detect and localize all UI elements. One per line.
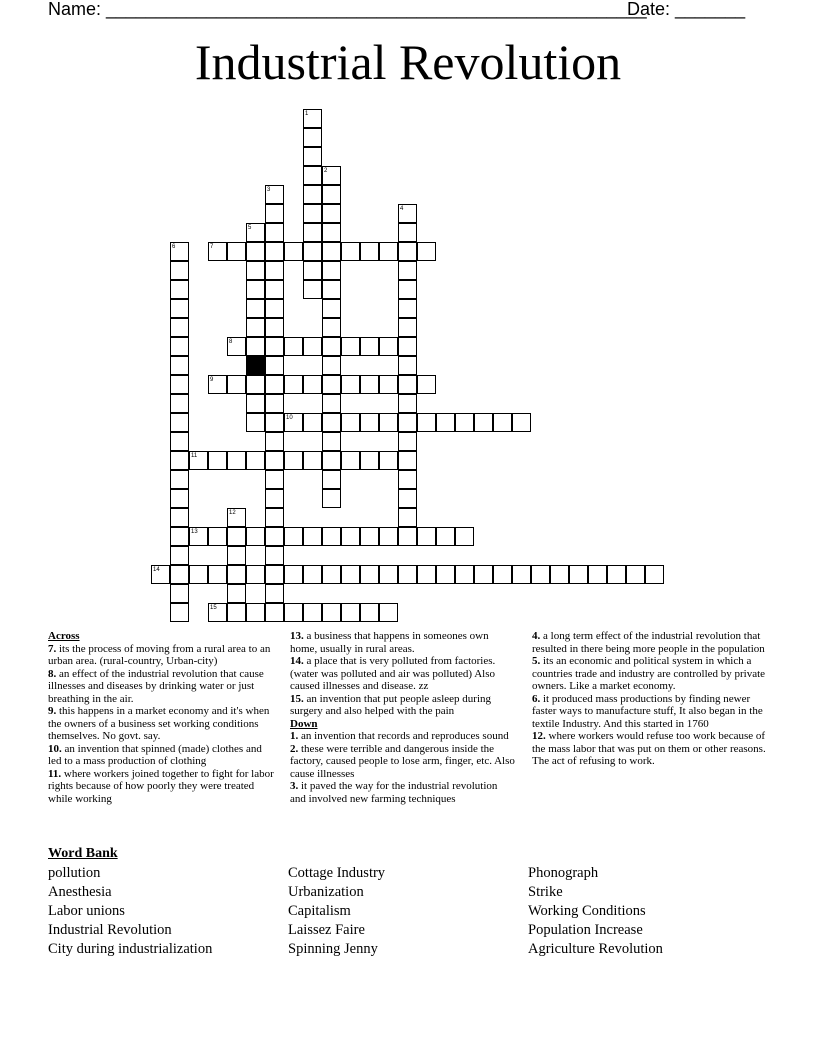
crossword-cell[interactable] (455, 565, 474, 584)
crossword-cell[interactable] (303, 261, 322, 280)
clue-item (290, 630, 516, 655)
crossword-cell[interactable] (303, 128, 322, 147)
crossword-cell[interactable] (322, 394, 341, 413)
crossword-cell[interactable] (246, 261, 265, 280)
crossword-cell[interactable] (436, 565, 455, 584)
crossword-cell[interactable] (227, 508, 246, 527)
crossword-cell[interactable] (398, 337, 417, 356)
crossword-cell[interactable] (303, 109, 322, 128)
clue-number: 6. (532, 692, 541, 705)
crossword-cell[interactable] (151, 565, 170, 584)
crossword-cell[interactable] (493, 565, 512, 584)
crossword-cell[interactable] (322, 432, 341, 451)
crossword-cell[interactable] (246, 318, 265, 337)
crossword-cell[interactable] (265, 204, 284, 223)
clue-number: 3. (290, 780, 299, 792)
crossword-cell[interactable] (322, 565, 341, 584)
clue-item (532, 730, 768, 768)
crossword-cell[interactable] (398, 375, 417, 394)
crossword-cell[interactable] (208, 451, 227, 470)
clue-item (532, 693, 768, 731)
cell-number: 3 (267, 187, 271, 193)
crossword-cell[interactable] (246, 603, 265, 622)
crossword-cell[interactable] (417, 413, 436, 432)
clue-item (48, 743, 276, 768)
crossword-cell[interactable] (170, 375, 189, 394)
crossword-cell[interactable] (436, 413, 455, 432)
crossword-cell[interactable] (246, 413, 265, 432)
word-bank-column-1 (48, 864, 212, 959)
cell-number: 8 (229, 339, 233, 345)
crossword-cell[interactable] (227, 546, 246, 565)
crossword-cell[interactable] (265, 223, 284, 242)
cell-number: 12 (229, 510, 236, 516)
clue-text: it paved the way for the industrial revolution and involved new farming techniques (290, 780, 498, 805)
word-bank-item: Labor unions (48, 903, 125, 919)
crossword-cell[interactable] (227, 451, 246, 470)
clue-number: 5. (532, 655, 541, 667)
crossword-cell[interactable] (398, 432, 417, 451)
crossword-cell[interactable] (360, 375, 379, 394)
word-bank-item: Laissez Faire (288, 922, 365, 938)
crossword-cell[interactable] (322, 375, 341, 394)
word-bank-column-2 (288, 864, 385, 959)
crossword-cell[interactable] (588, 565, 607, 584)
crossword-cell[interactable] (360, 565, 379, 584)
crossword-cell[interactable] (398, 451, 417, 470)
crossword-cell[interactable] (436, 527, 455, 546)
crossword-cell[interactable] (322, 280, 341, 299)
clue-text: a long term effect of the industrial revolution that resulted in there being more people in the population (532, 630, 765, 655)
word-bank-item: Industrial Revolution (48, 922, 172, 938)
crossword-cell[interactable] (246, 451, 265, 470)
crossword-cell[interactable] (227, 337, 246, 356)
clue-item (290, 693, 516, 718)
crossword-cell[interactable] (569, 565, 588, 584)
crossword-cell[interactable] (246, 337, 265, 356)
crossword-cell[interactable] (246, 565, 265, 584)
cell-number: 11 (191, 453, 198, 459)
crossword-cell[interactable] (303, 337, 322, 356)
crossword-cell[interactable] (246, 527, 265, 546)
crossword-cell[interactable] (284, 451, 303, 470)
clue-item (290, 780, 516, 805)
name-field-label[interactable]: Name: ______________________________________________________ (48, 0, 647, 19)
crossword-cell[interactable] (170, 584, 189, 603)
cell-number: 9 (210, 377, 214, 383)
clue-text: an effect of the industrial revolution that cause illnesses and diseases by drinking water or just breathing in the air. (48, 667, 264, 705)
crossword-cell[interactable] (227, 565, 246, 584)
crossword-cell[interactable] (512, 413, 531, 432)
down-heading: Down (290, 717, 318, 730)
crossword-cell[interactable] (322, 318, 341, 337)
crossword-cell[interactable] (398, 413, 417, 432)
crossword-cell[interactable] (303, 223, 322, 242)
crossword-cell[interactable] (417, 375, 436, 394)
word-bank-column-3 (528, 864, 663, 959)
crossword-cell[interactable] (493, 413, 512, 432)
clue-number: 7. (48, 642, 57, 655)
cell-number: 6 (172, 244, 176, 250)
crossword-cell[interactable] (322, 185, 341, 204)
crossword-cell[interactable] (265, 565, 284, 584)
crossword-cell[interactable] (227, 584, 246, 603)
cell-number: 14 (153, 567, 160, 573)
crossword-cell[interactable] (379, 337, 398, 356)
clue-number: 11. (48, 767, 62, 780)
crossword-cell[interactable] (398, 261, 417, 280)
crossword-cell[interactable] (170, 280, 189, 299)
crossword-cell[interactable] (379, 451, 398, 470)
cell-number: 5 (248, 225, 252, 231)
crossword-cell[interactable] (303, 527, 322, 546)
crossword-cell[interactable] (398, 565, 417, 584)
crossword-cell[interactable] (398, 204, 417, 223)
crossword-cell[interactable] (360, 413, 379, 432)
crossword-cell[interactable] (170, 451, 189, 470)
header (48, 0, 768, 20)
crossword-cell[interactable] (398, 489, 417, 508)
clue-item (290, 730, 516, 743)
word-bank-item: Anesthesia (48, 884, 112, 900)
crossword-cell[interactable] (303, 565, 322, 584)
crossword-cell[interactable] (265, 318, 284, 337)
crossword-cell[interactable] (265, 356, 284, 375)
crossword-cell[interactable] (303, 242, 322, 261)
crossword-cell[interactable] (170, 546, 189, 565)
crossword-cell[interactable] (474, 565, 493, 584)
clue-text: a business that happens in someones own home, usually in rural areas. (290, 630, 489, 655)
crossword-cell[interactable] (550, 565, 569, 584)
crossword-cell[interactable] (379, 565, 398, 584)
crossword-cell[interactable] (284, 603, 303, 622)
crossword-cell[interactable] (398, 299, 417, 318)
crossword-cell[interactable] (170, 413, 189, 432)
word-bank-item: Working Conditions (528, 903, 646, 919)
crossword-cell[interactable] (265, 546, 284, 565)
date-field-label[interactable]: Date: _______ (627, 0, 746, 19)
clue-item (532, 630, 768, 655)
crossword-cell[interactable] (379, 242, 398, 261)
clue-number: 9. (48, 705, 57, 717)
clue-text: its the process of moving from a rural area to an urban area. (rural-country, Urban-city) (48, 642, 271, 667)
crossword-cell[interactable] (170, 432, 189, 451)
clue-item (48, 705, 276, 743)
word-bank-item: Strike (528, 884, 563, 900)
crossword-cell[interactable] (170, 261, 189, 280)
crossword-cell[interactable] (303, 166, 322, 185)
crossword-cell[interactable] (265, 432, 284, 451)
clue-item (48, 768, 276, 806)
crossword-cell[interactable] (170, 527, 189, 546)
clues-column-3 (532, 630, 768, 768)
crossword-cell[interactable] (189, 527, 208, 546)
crossword-cell[interactable] (322, 413, 341, 432)
crossword-cell[interactable] (208, 565, 227, 584)
clue-text: a place that is very polluted from factories. (water was polluted and air was polluted) Also caused illnesses and disease. zz (290, 655, 496, 692)
crossword-cell[interactable] (303, 185, 322, 204)
crossword-cell[interactable] (322, 356, 341, 375)
crossword-cell[interactable] (379, 603, 398, 622)
crossword-cell[interactable] (303, 375, 322, 394)
crossword-cell[interactable] (322, 489, 341, 508)
crossword-cell[interactable] (512, 565, 531, 584)
clue-item (48, 643, 276, 668)
crossword-cell[interactable] (398, 242, 417, 261)
crossword-cell[interactable] (341, 242, 360, 261)
crossword-cell[interactable] (322, 299, 341, 318)
word-bank-title: Word Bank (48, 846, 118, 861)
cell-number: 10 (286, 415, 293, 421)
cell-number: 15 (210, 605, 217, 611)
crossword-cell[interactable] (398, 280, 417, 299)
word-bank-item: City during industrialization (48, 941, 213, 957)
crossword-cell[interactable] (265, 242, 284, 261)
crossword-cell[interactable] (284, 527, 303, 546)
clue-number: 15. (290, 692, 304, 705)
crossword-cell[interactable] (360, 337, 379, 356)
clue-text: where workers joined together to fight for labor rights because of how poorly they were treated while working (48, 767, 274, 805)
crossword-cell[interactable] (341, 527, 360, 546)
crossword-cell[interactable] (265, 280, 284, 299)
crossword-cell[interactable] (341, 565, 360, 584)
crossword-cell[interactable] (208, 242, 227, 261)
word-bank-item: pollution (48, 865, 101, 881)
crossword-cell[interactable] (170, 242, 189, 261)
clue-text: an invention that spinned (made) clothes and led to a mass production of clothing (48, 742, 262, 767)
clue-text: an invention that records and reproduces sound (301, 730, 509, 742)
crossword-cell[interactable] (398, 356, 417, 375)
crossword-cell[interactable] (265, 375, 284, 394)
crossword-cell[interactable] (265, 261, 284, 280)
crossword-cell[interactable] (170, 337, 189, 356)
cell-number: 13 (191, 529, 198, 535)
crossword-cell[interactable] (170, 603, 189, 622)
crossword-cell[interactable] (398, 394, 417, 413)
clue-number: 2. (290, 742, 299, 755)
cell-number: 1 (305, 111, 309, 117)
crossword-cell[interactable] (360, 603, 379, 622)
crossword-cell[interactable] (360, 242, 379, 261)
crossword-cell[interactable] (284, 375, 303, 394)
crossword-cell[interactable] (246, 375, 265, 394)
crossword-cell[interactable] (379, 375, 398, 394)
clue-text: where workers would refuse too work because of the mass labor that was put on them or other reasons. The act of refusing to work. (532, 730, 766, 767)
crossword-cell[interactable] (246, 394, 265, 413)
clue-number: 14. (290, 655, 304, 667)
crossword-cell[interactable] (322, 204, 341, 223)
clue-list (532, 630, 768, 768)
crossword-cell[interactable] (170, 318, 189, 337)
word-bank-item: Agriculture Revolution (528, 941, 663, 957)
clue-text: it produced mass productions by finding newer faster ways to manufacture stuff, It also began in the textile Industry. And this started in 1760 (532, 692, 763, 730)
clue-text: these were terrible and dangerous inside the factory, caused people to lose arm, finger, etc. Also cause illnesses (290, 742, 515, 780)
clue-text: this happens in a market economy and it's when the owners of a business set working conditions themselves. No govt. say. (48, 705, 270, 742)
crossword-cell[interactable] (398, 508, 417, 527)
cell-number: 2 (324, 168, 328, 174)
clue-number: 8. (48, 667, 57, 680)
crossword-cell[interactable] (322, 451, 341, 470)
crossword-cell[interactable] (170, 489, 189, 508)
clue-text: an invention that put people asleep during surgery and also helped with the pain (290, 692, 492, 717)
crossword-cell[interactable] (322, 166, 341, 185)
crossword-cell[interactable] (303, 603, 322, 622)
clue-number: 13. (290, 630, 304, 642)
crossword-cell[interactable] (227, 242, 246, 261)
crossword-cell[interactable] (341, 451, 360, 470)
clue-item (532, 655, 768, 693)
crossword-cell[interactable] (265, 508, 284, 527)
crossword-cell[interactable] (417, 242, 436, 261)
crossword-cell[interactable] (284, 565, 303, 584)
word-bank-item: Phonograph (528, 865, 599, 881)
crossword-cell[interactable] (265, 470, 284, 489)
crossword-cell[interactable] (265, 489, 284, 508)
crossword-cell[interactable] (265, 185, 284, 204)
crossword-cell[interactable] (303, 413, 322, 432)
clue-item (290, 655, 516, 693)
crossword-cell[interactable] (265, 413, 284, 432)
crossword-cell[interactable] (208, 527, 227, 546)
crossword-cell[interactable] (265, 394, 284, 413)
page-title: Industrial Revolution (194, 34, 622, 90)
crossword-cell[interactable] (246, 223, 265, 242)
crossword-cell[interactable] (189, 565, 208, 584)
cell-number: 4 (400, 206, 404, 212)
crossword-cell[interactable] (284, 413, 303, 432)
word-bank-item: Capitalism (288, 903, 351, 919)
crossword-cell[interactable] (417, 565, 436, 584)
crossword-cell[interactable] (322, 242, 341, 261)
crossword-cell[interactable] (474, 413, 493, 432)
crossword-cell[interactable] (417, 527, 436, 546)
crossword-cell[interactable] (189, 451, 208, 470)
crossword-cell[interactable] (303, 280, 322, 299)
crossword-cell[interactable] (379, 527, 398, 546)
crossword-cell[interactable] (322, 337, 341, 356)
word-bank-item: Cottage Industry (288, 865, 386, 881)
crossword-cell[interactable] (360, 527, 379, 546)
crossword-cell[interactable] (303, 451, 322, 470)
crossword-cell[interactable] (246, 242, 265, 261)
word-bank-item: Urbanization (288, 884, 364, 900)
crossword-black-cell (246, 356, 265, 375)
crossword-cell[interactable] (645, 565, 664, 584)
crossword-cell[interactable] (455, 527, 474, 546)
crossword-cell[interactable] (360, 451, 379, 470)
word-bank-item: Spinning Jenny (288, 941, 378, 957)
crossword-cell[interactable] (607, 565, 626, 584)
clue-item (48, 668, 276, 706)
clue-number: 4. (532, 630, 541, 642)
crossword-cell[interactable] (398, 470, 417, 489)
crossword-cell[interactable] (322, 527, 341, 546)
crossword-cell[interactable] (265, 584, 284, 603)
clue-text: its an economic and political system in which a countries trade and industry are controlled by private owners. Like a market economy. (532, 655, 766, 692)
crossword-cell[interactable] (227, 603, 246, 622)
clue-list (290, 730, 516, 805)
clue-number: 12. (532, 730, 546, 742)
crossword-cell[interactable] (265, 451, 284, 470)
clue-list (48, 643, 276, 806)
word-bank-item: Population Increase (528, 922, 643, 938)
crossword-cell[interactable] (170, 508, 189, 527)
crossword-cell[interactable] (265, 337, 284, 356)
clue-number: 1. (290, 730, 299, 742)
crossword-cell[interactable] (341, 603, 360, 622)
crossword-cell[interactable] (398, 527, 417, 546)
crossword-cell[interactable] (398, 223, 417, 242)
crossword-cell[interactable] (170, 394, 189, 413)
crossword-cell[interactable] (322, 470, 341, 489)
crossword-cell[interactable] (265, 299, 284, 318)
crossword-cell[interactable] (341, 337, 360, 356)
crossword-cell[interactable] (322, 223, 341, 242)
crossword-cell[interactable] (322, 603, 341, 622)
crossword-cell[interactable] (284, 242, 303, 261)
crossword-cell[interactable] (227, 375, 246, 394)
clues-column-1 (48, 630, 276, 805)
crossword-cell[interactable] (341, 375, 360, 394)
crossword-cell[interactable] (208, 375, 227, 394)
crossword-cell[interactable] (246, 280, 265, 299)
crossword-cell[interactable] (227, 527, 246, 546)
crossword-cell[interactable] (379, 413, 398, 432)
clues-column-2 (290, 630, 516, 805)
crossword-cell[interactable] (265, 603, 284, 622)
crossword-cell[interactable] (626, 565, 645, 584)
crossword-cell[interactable] (284, 337, 303, 356)
crossword-cell[interactable] (265, 527, 284, 546)
crossword-cell[interactable] (341, 413, 360, 432)
crossword-cell[interactable] (322, 261, 341, 280)
across-heading: Across (48, 630, 80, 642)
crossword-cell[interactable] (398, 318, 417, 337)
clue-item (290, 743, 516, 781)
crossword-cell[interactable] (170, 299, 189, 318)
crossword-cell[interactable] (531, 565, 550, 584)
clue-number: 10. (48, 742, 62, 755)
crossword-cell[interactable] (170, 565, 189, 584)
crossword-cell[interactable] (246, 299, 265, 318)
crossword-cell[interactable] (170, 470, 189, 489)
cell-number: 7 (210, 244, 214, 250)
crossword-cell[interactable] (303, 147, 322, 166)
crossword-cell[interactable] (303, 204, 322, 223)
crossword-cell[interactable] (170, 356, 189, 375)
crossword-cell[interactable] (208, 603, 227, 622)
clue-list (290, 630, 516, 718)
crossword-cell[interactable] (455, 413, 474, 432)
